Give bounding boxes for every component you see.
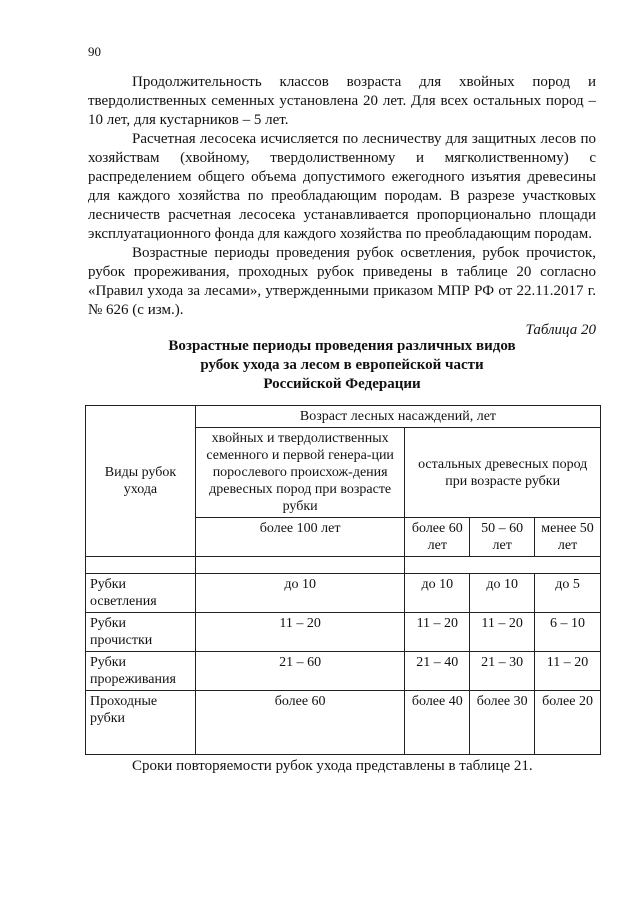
value-cell: до 5 [535,574,601,613]
value-cell: 11 – 20 [535,652,601,691]
sub-header-50-60: 50 – 60 лет [470,518,535,557]
table-row [86,613,601,652]
value-cell: 11 – 20 [470,613,535,652]
cutting-type-header: Виды рубок ухода [86,406,196,557]
value-cell: до 10 [195,574,404,613]
table-row [86,691,601,755]
row-type-cell: Проходные рубки [86,691,196,755]
value-cell: более 60 [195,691,404,755]
value-cell: 21 – 60 [195,652,404,691]
footer-text: Сроки повторяемости рубок ухода представлены в таблице 21. [132,758,533,774]
row-type-cell: Рубки прореживания [86,652,196,691]
value-cell: 11 – 20 [195,613,404,652]
value-cell: до 10 [405,574,470,613]
spacer-cell [86,557,196,574]
forest-age-header: Возраст лесных насаждений, лет [195,406,600,428]
paragraph-age-classes: Продолжительность классов возраста для хвойных пород и твердолиственных семенных установлена 20 лет. Для всех остальных пород – 10 лет, для кустарников – 5 лет. [88,74,596,128]
value-cell: более 40 [405,691,470,755]
body-text [88,73,596,320]
spacer-cell [405,557,601,574]
table-row [86,652,601,691]
paragraph-cutting-area: Расчетная лесосека исчисляется по лесничеству для защитных лесов по хозяйствам (хвойному, твердолиственному и мягколиственному) с распределением общего объема допустимого ежегодного изъятия древесины для каждого хозяйства по преобладающим породам. В разрезе участковых лесничеств расчетная лесосека устанавливается пропорционально площади эксплуатационного фонда для каждого хозяйства по преобладающим породам. [88,131,596,242]
table-title-line-3: Российской Федерации [263,376,421,392]
value-cell: более 30 [470,691,535,755]
value-cell: 21 – 40 [405,652,470,691]
row-type-cell: Рубки прочистки [86,613,196,652]
table-label: Таблица 20 [525,322,596,338]
table-title-line-1: Возрастные периоды проведения различных видов [168,338,516,354]
other-species-group-header: остальных древесных пород при возрасте рубки [405,428,601,518]
value-cell: более 20 [535,691,601,755]
value-cell: 21 – 30 [470,652,535,691]
table-row [86,574,601,613]
spacer-cell [195,557,404,574]
sub-header-over-60: более 60 лет [405,518,470,557]
spacer-row [86,557,601,574]
row-type-cell: Рубки осветления [86,574,196,613]
value-cell: 6 – 10 [535,613,601,652]
coniferous-group-header: хвойных и твердолиственных семенного и первой генера-ции порослевого происхож-дения древесных пород при возрасте рубки [195,428,404,518]
header-row-1 [86,406,601,428]
table-title [88,337,596,394]
page-number: 90 [88,44,101,59]
paragraph-age-periods: Возрастные периоды проведения рубок осветления, рубок прочисток, рубок прореживания, проходных рубок приведены в таблице 20 согласно «Правил ухода за лесами», утвержденными приказом МПР РФ от 22.11.2017 г. № 626 (с изм.). [88,245,596,318]
table-title-line-2: рубок ухода за лесом в европейской части [200,357,484,373]
sub-header-under-50: менее 50 лет [535,518,601,557]
sub-header-over-100: более 100 лет [195,518,404,557]
age-periods-table [85,405,601,755]
value-cell: до 10 [470,574,535,613]
value-cell: 11 – 20 [405,613,470,652]
